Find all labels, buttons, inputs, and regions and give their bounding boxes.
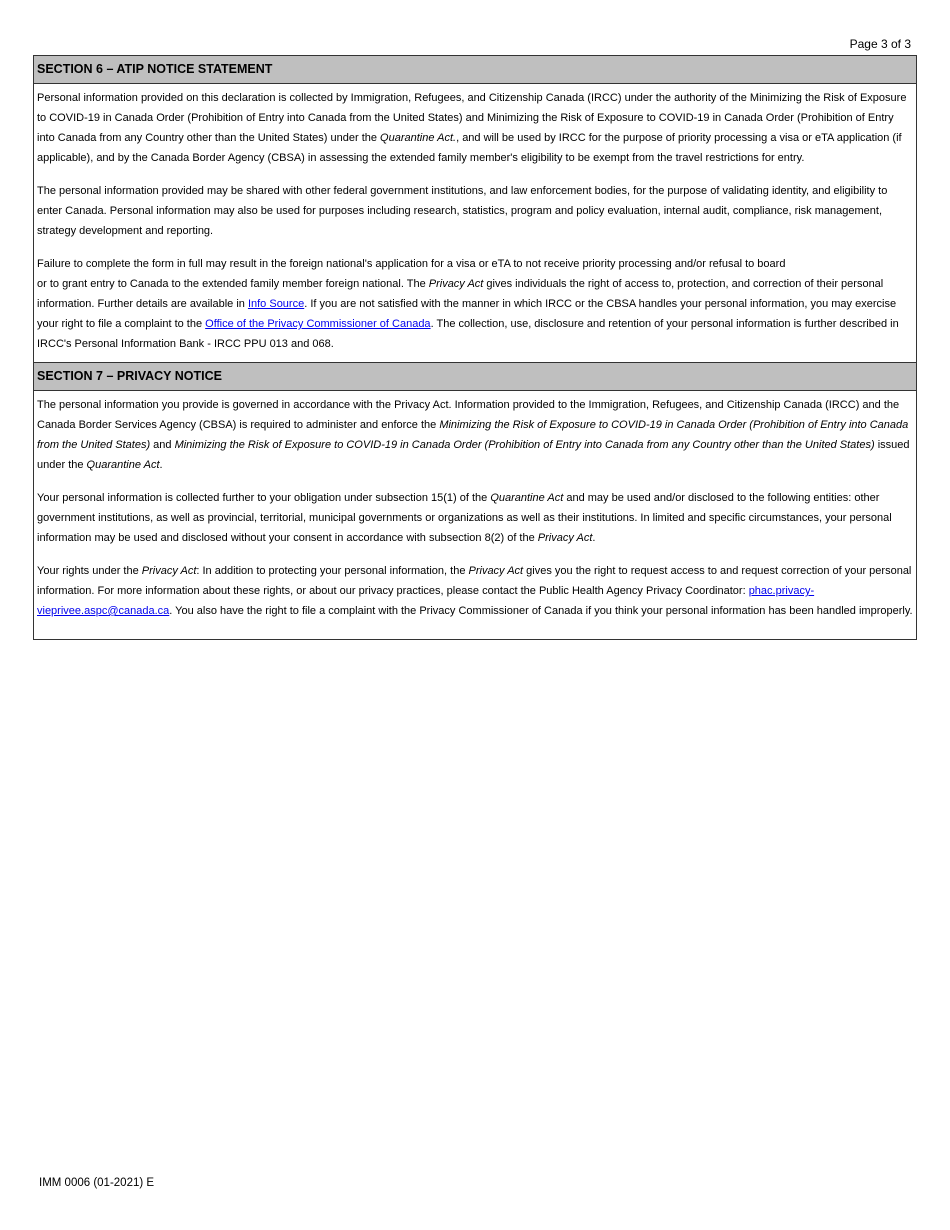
section-7-body	[34, 391, 916, 639]
form-container	[33, 55, 917, 640]
section-7-paragraph-2: Your personal information is collected further to your obligation under subsection 15(1) of the Quarantine Act and may be used and/or disclosed to the following entities: other government institutions, as well as provincial, territorial, municipal governments or organizations as well as their institutions. In limited and specific circumstances, your personal information may be used and disclosed without your consent in accordance with subsection 8(2) of the Privacy Act.	[37, 492, 892, 544]
section-6-paragraph-1: Personal information provided on this declaration is collected by Immigration, Refugees, and Citizenship Canada (IRCC) under the authority of the Minimizing the Risk of Exposure to COVID-19 in Canada Order (Prohibition of Entry into Canada from the United States) and Minimizing the Risk of Exposure to COVID-19 in Canada Order (Prohibition of Entry into Canada from any Country other than the United States) under the Quarantine Act., and will be used by IRCC for the purpose of priority processing a visa or eTA application (if applicable), and by the Canada Border Agency (CBSA) in assessing the extended family member's eligibility to be exempt from the travel restrictions for entry.	[37, 92, 907, 164]
section-7-paragraph-3: Your rights under the Privacy Act: In addition to protecting your personal information, the Privacy Act gives you the right to request access to and request correction of your personal information. For more information about these rights, or about our privacy practices, please contact the Public Health Agency Privacy Coordinator: phac.privacy-vieprivee.aspc@canada.ca. You also have the right to file a complaint with the Privacy Commissioner of Canada if you think your personal information has been handled improperly.	[37, 565, 913, 617]
privacy-commissioner-link[interactable]: Office of the Privacy Commissioner of Canada	[205, 318, 431, 330]
section-6-title: SECTION 6 – ATIP NOTICE STATEMENT	[34, 56, 916, 84]
form-code: IMM 0006 (01-2021) E	[39, 1177, 155, 1189]
section-6-paragraph-3: Failure to complete the form in full may result in the foreign national's application for a visa or eTA to not receive priority processing and/or refusal to board or to grant entry to Canada to the extended family member foreign national. The Privacy Act gives individuals the right of access to, protection, and correction of their personal information. Further details are available in Info Source. If you are not satisfied with the manner in which IRCC or the CBSA handles your personal information, you may exercise your right to file a complaint to the Office of the Privacy Commissioner of Canada. The collection, use, disclosure and retention of your personal information is further described in IRCC's Personal Information Bank - IRCC PPU 013 and 068.	[37, 258, 899, 350]
privacy-coordinator-email-link[interactable]: phac.privacy-vieprivee.aspc@canada.ca	[37, 585, 815, 617]
section-7-paragraph-1: The personal information you provide is governed in accordance with the Privacy Act. Information provided to the Immigration, Refugees, and Citizenship Canada (IRCC) and the Canada Border Services Agency (CBSA) is required to administer and enforce the Minimizing the Risk of Exposure to COVID-19 in Canada Order (Prohibition of Entry into Canada from the United States) and Minimizing the Risk of Exposure to COVID-19 in Canada Order (Prohibition of Entry into Canada from any Country other than the United States) issued under the Quarantine Act.	[37, 399, 910, 471]
page-number: Page 3 of 3	[849, 37, 911, 51]
section-6-paragraph-2: The personal information provided may be shared with other federal government institutions, and law enforcement bodies, for the purpose of validating identity, and eligibility to enter Canada. Personal information may also be used for purposes including research, statistics, program and policy evaluation, internal audit, compliance, risk management, strategy development and reporting.	[37, 185, 888, 237]
section-6-body	[34, 84, 916, 362]
info-source-link[interactable]: Info Source	[247, 298, 305, 310]
section-6	[34, 56, 916, 362]
section-7	[34, 362, 916, 639]
section-7-title: SECTION 7 – PRIVACY NOTICE	[34, 363, 916, 391]
